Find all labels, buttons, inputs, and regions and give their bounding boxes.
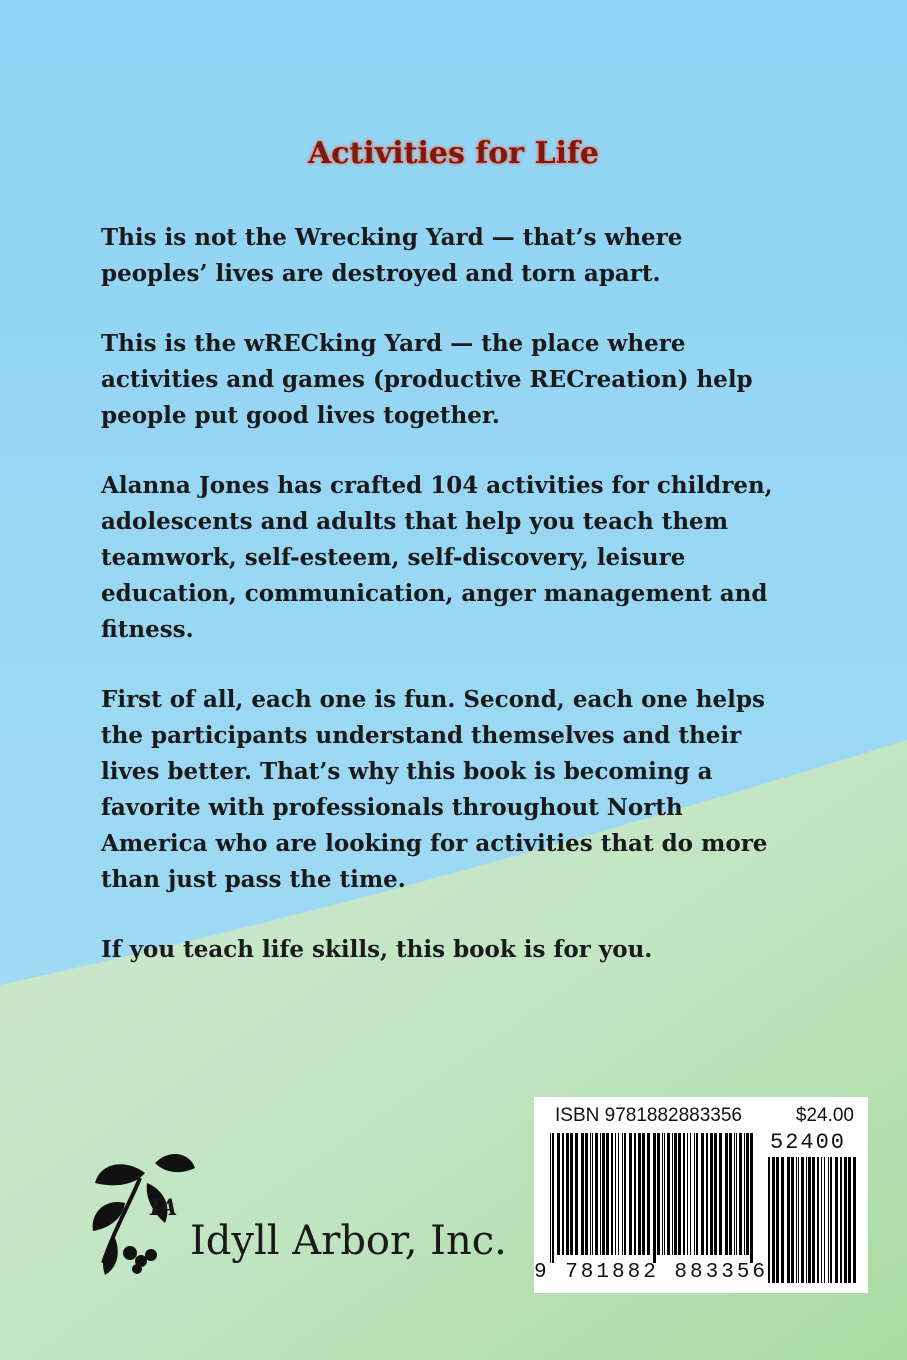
barcode-bar [653, 1133, 656, 1263]
barcode-bar [550, 1133, 551, 1263]
barcode-bar [664, 1133, 665, 1255]
barcode-bar [848, 1157, 851, 1283]
barcode-bar [787, 1157, 790, 1283]
barcode-bar [592, 1133, 593, 1255]
blurb-paragraph: First of all, each one is fun. Second, each one helps the participants understand themselves and their lives better. That’s why this book is becoming a favorite with professionals throughout North America who are looking for activities that do more than just pass the time. [101, 686, 768, 893]
barcode-bar [570, 1133, 573, 1255]
barcode-bar [734, 1133, 735, 1255]
barcode-bar [853, 1157, 856, 1283]
barcode-bar [694, 1133, 695, 1255]
barcode-bar [744, 1133, 745, 1255]
blurb [101, 220, 781, 1002]
barcode-bar [624, 1133, 626, 1255]
barcode-bar [557, 1133, 560, 1255]
barcode-bar [606, 1133, 609, 1255]
barcode-bar [678, 1133, 681, 1255]
publisher-name: Idyll Arbor, Inc. [190, 1218, 507, 1264]
barcode-panel [534, 1097, 868, 1293]
barcode-bar [642, 1133, 645, 1255]
cover-title: Activities for Life [308, 136, 599, 171]
barcode-bar [808, 1157, 811, 1283]
barcode-bar [600, 1133, 601, 1255]
barcode-bar [629, 1133, 632, 1255]
barcode-bar [768, 1157, 770, 1283]
barcode-bar [566, 1133, 569, 1255]
barcode-bar [746, 1133, 749, 1255]
barcode-bar [710, 1133, 713, 1255]
barcode-bar [562, 1133, 564, 1255]
barcode-bar [618, 1133, 619, 1255]
barcode-bar [835, 1157, 838, 1283]
barcode-bar [638, 1133, 641, 1255]
blurb-paragraph: This is the wRECking Yard — the place where activities and games (productive RECreation) help people put good lives together. [101, 330, 753, 429]
barcode-bar [781, 1157, 784, 1283]
barcode-bar [672, 1133, 673, 1255]
barcode-bar [706, 1133, 708, 1255]
barcode-bar [657, 1133, 660, 1255]
barcode-bar [729, 1133, 732, 1255]
barcode-bar [806, 1157, 807, 1283]
barcode-bar [590, 1133, 591, 1255]
barcode-bar [821, 1157, 822, 1283]
barcode-bar [683, 1133, 685, 1255]
barcode-bar [840, 1157, 842, 1283]
barcode-bar [812, 1157, 815, 1283]
barcode-bar [776, 1157, 779, 1283]
barcode-bar [581, 1133, 584, 1255]
barcode-bar [611, 1133, 613, 1255]
barcode-bar [575, 1133, 578, 1255]
barcode-bar [701, 1133, 704, 1255]
barcode-bar [798, 1157, 799, 1283]
barcode-bar [725, 1133, 728, 1255]
barcode-bar [696, 1133, 698, 1255]
barcode-bar [662, 1133, 663, 1255]
barcode-bar [791, 1157, 794, 1283]
barcode-bar [602, 1133, 605, 1255]
barcode-bar [796, 1157, 797, 1283]
barcode-bar [622, 1133, 623, 1255]
barcode-bar [844, 1157, 847, 1283]
barcode-bar [690, 1133, 691, 1255]
barcode-bar [736, 1133, 737, 1255]
publisher-initials: IA [150, 1195, 178, 1221]
blurb-paragraph: If you teach life skills, this book is for you. [101, 936, 653, 963]
barcode-bar [830, 1157, 832, 1283]
blurb-paragraph: Alanna Jones has crafted 104 activities for children, adolescents and adults that help you teach them teamwork, self-esteem, self-discovery, leisure education, communication, anger management and fitness. [101, 472, 773, 643]
barcode-bar [824, 1157, 825, 1283]
barcode-bar [714, 1133, 717, 1255]
barcode-bar [719, 1133, 722, 1255]
barcode-bar [595, 1133, 598, 1255]
barcode-bar [801, 1157, 804, 1283]
barcode-bar [634, 1133, 636, 1255]
barcode-bar [585, 1133, 588, 1255]
barcode-bar [647, 1133, 650, 1255]
publisher-logo-icon [85, 1143, 205, 1283]
barcode-bar [772, 1157, 775, 1283]
barcode-bar [828, 1157, 829, 1283]
barcode-bar [739, 1133, 742, 1255]
barcode-bar [615, 1133, 616, 1255]
barcode-bar [674, 1133, 677, 1255]
addon-number: 52400 [770, 1130, 847, 1155]
barcode-bar [817, 1157, 819, 1283]
barcode-bar [687, 1133, 688, 1255]
barcode-bar [552, 1133, 554, 1263]
ean-number: 9 781882 883356 [534, 1261, 769, 1284]
price-label: $24.00 [795, 1105, 854, 1126]
isbn-label: ISBN 9781882883356 [555, 1105, 742, 1126]
blurb-paragraph: This is not the Wrecking Yard — that’s where peoples’ lives are destroyed and torn apart. [101, 224, 683, 287]
barcode-bar [750, 1133, 753, 1263]
barcode-bar [667, 1133, 670, 1255]
